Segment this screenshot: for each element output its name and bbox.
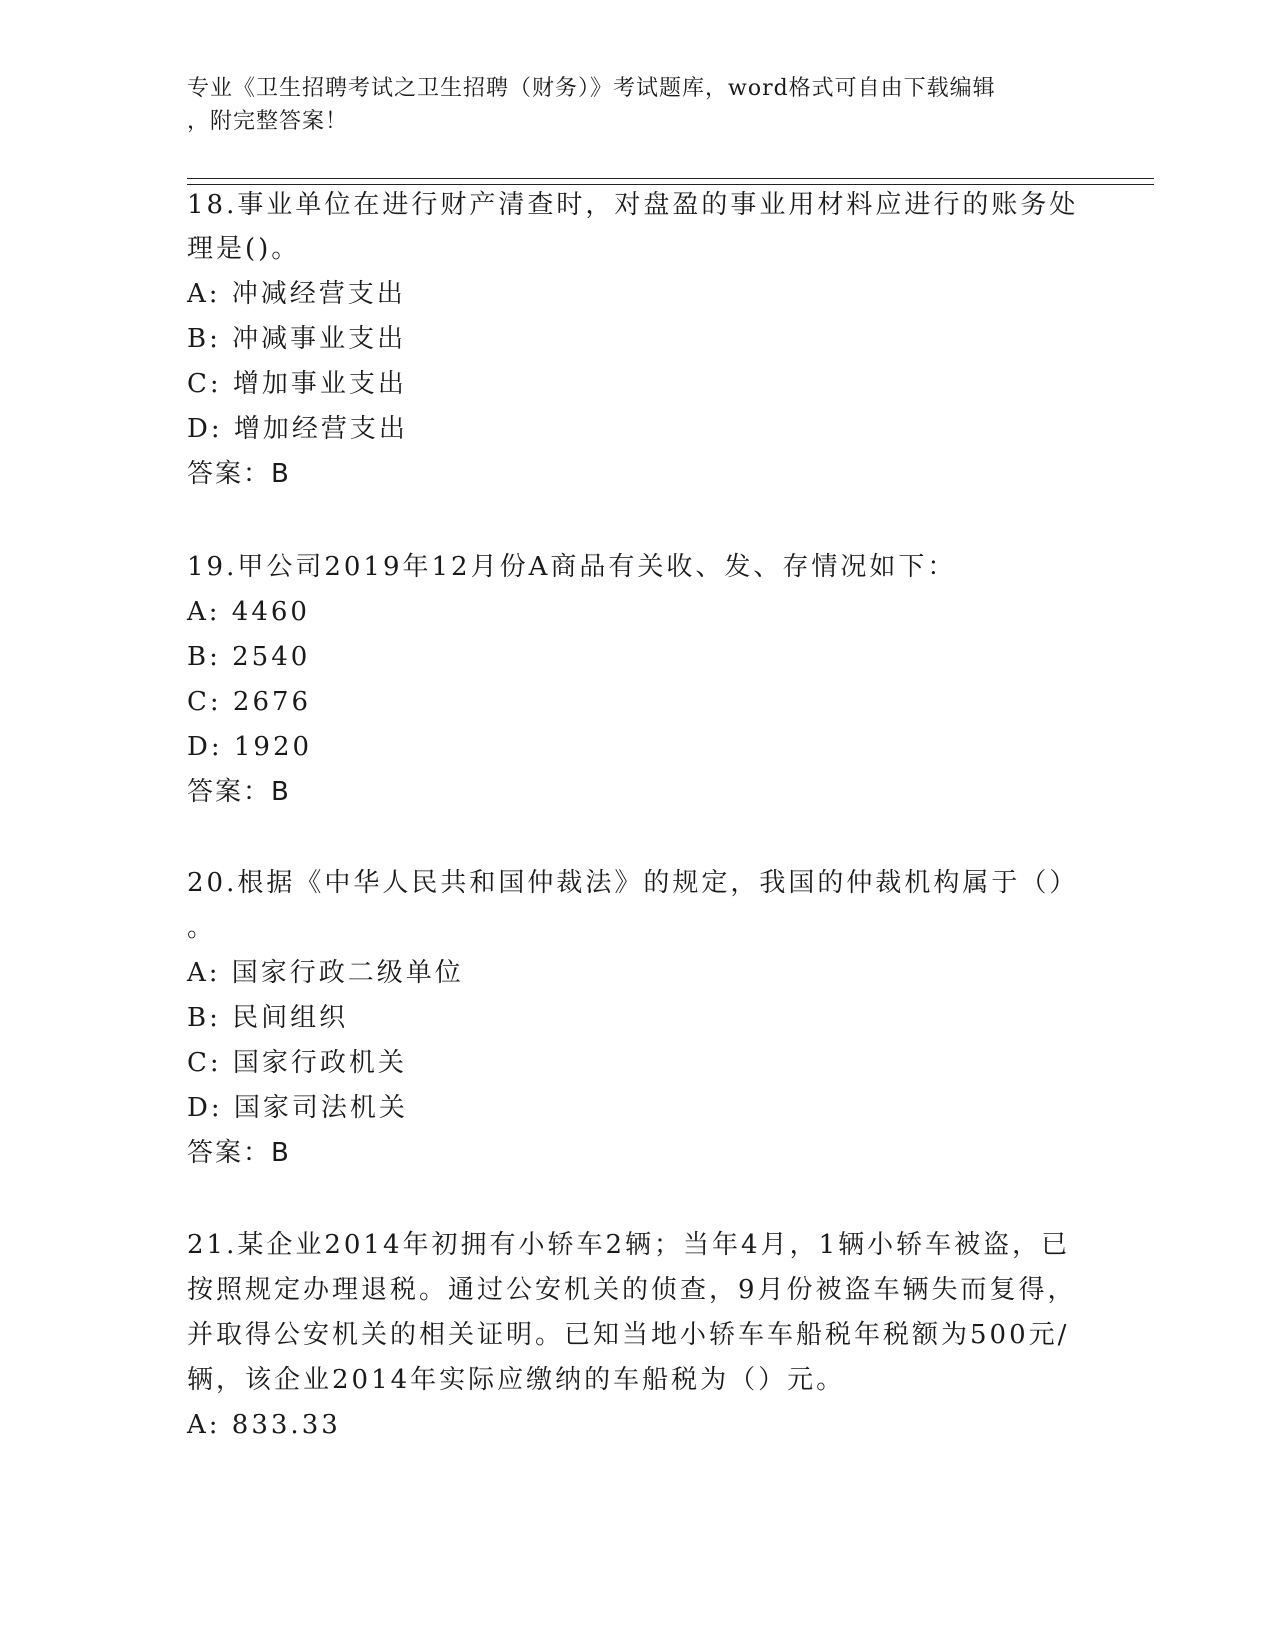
q18-option-a: A: 冲减经营支出 xyxy=(187,279,406,309)
q21-stem-line-2: 按照规定办理退税。通过公安机关的侦查，9月份被盗车辆失而复得， xyxy=(187,1275,1077,1305)
q18-answer: 答案：B xyxy=(187,459,291,489)
q20-option-a: A: 国家行政二级单位 xyxy=(187,958,464,988)
q18-option-c: C: 增加事业支出 xyxy=(187,369,407,399)
q21-stem-line-3: 并取得公安机关的相关证明。已知当地小轿车车船税年税额为500元/ xyxy=(187,1320,1070,1350)
q18-stem-line-1: 18.事业单位在进行财产清查时，对盘盈的事业用材料应进行的账务处 xyxy=(187,190,1079,220)
q19-answer: 答案：B xyxy=(187,777,291,807)
header-divider-top xyxy=(187,178,1154,179)
q18-option-d: D: 增加经营支出 xyxy=(187,414,408,444)
q20-stem-line-2: 。 xyxy=(187,913,217,943)
q21-stem-line-4: 辆，该企业2014年实际应缴纳的车船税为（）元。 xyxy=(187,1365,846,1395)
q19-option-c: C: 2676 xyxy=(187,687,312,717)
q20-option-b: B: 民间组织 xyxy=(187,1003,349,1033)
q19-option-d: D: 1920 xyxy=(187,732,313,762)
q20-answer: 答案：B xyxy=(187,1138,291,1168)
q20-option-c: C: 国家行政机关 xyxy=(187,1048,407,1078)
q20-stem-line-1: 20.根据《中华人民共和国仲裁法》的规定，我国的仲裁机构属于（） xyxy=(187,868,1079,898)
q21-option-a: A: 833.33 xyxy=(187,1410,341,1440)
header-divider-bottom xyxy=(187,184,1154,185)
q19-option-b: B: 2540 xyxy=(187,642,311,672)
header-line-1: 专业《卫生招聘考试之卫生招聘（财务）》考试题库，word格式可自由下载编辑 xyxy=(187,76,996,101)
q18-option-b: B: 冲减事业支出 xyxy=(187,324,407,354)
q19-option-a: A: 4460 xyxy=(187,597,310,627)
document-header xyxy=(187,72,1067,138)
q19-stem-line-1: 19.甲公司2019年12月份A商品有关收、发、存情况如下： xyxy=(187,552,957,582)
q18-stem-line-2: 理是()。 xyxy=(187,234,301,264)
q20-option-d: D: 国家司法机关 xyxy=(187,1093,408,1123)
header-line-2: ，附完整答案！ xyxy=(187,109,349,134)
q21-stem-line-1: 21.某企业2014年初拥有小轿车2辆；当年4月，1辆小轿车被盗，已 xyxy=(187,1230,1071,1260)
